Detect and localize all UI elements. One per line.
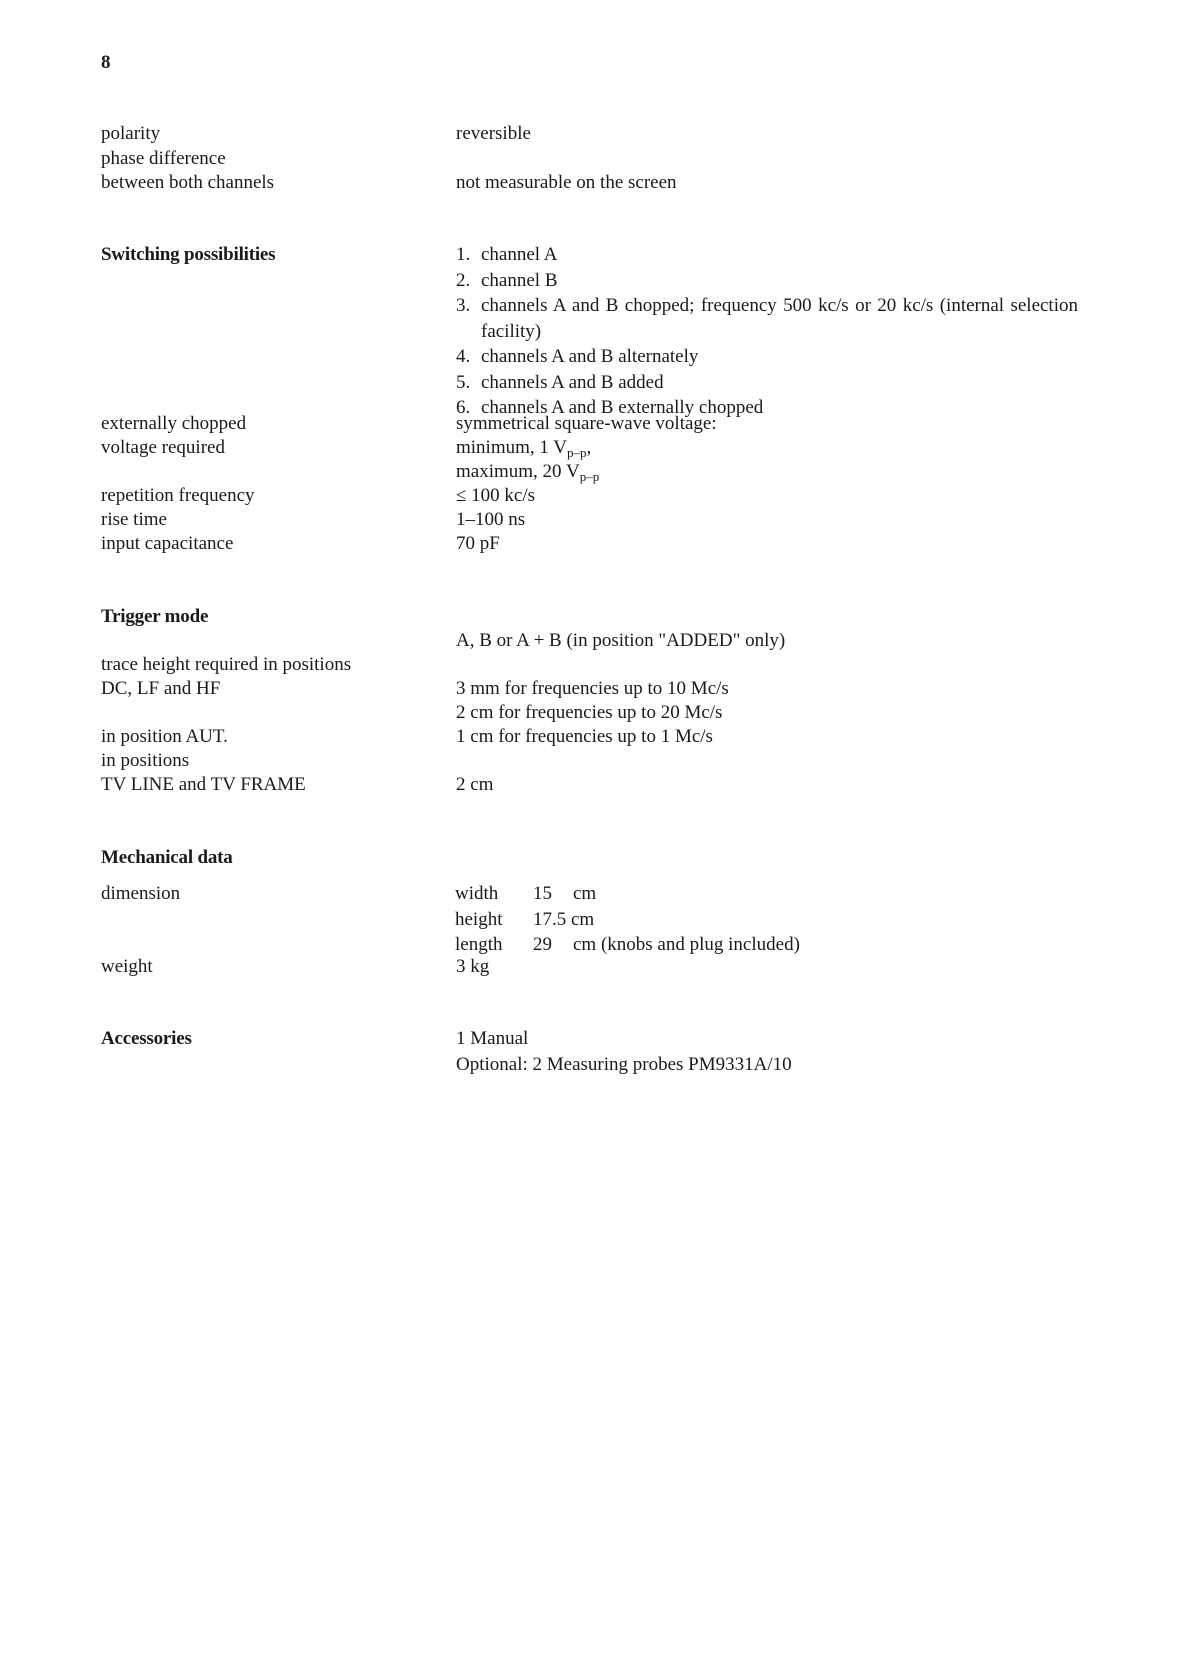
trace-value-2: 2 cm for frequencies up to 20 Mc/s xyxy=(456,702,723,723)
accessory-item: 1 Manual xyxy=(456,1028,529,1049)
switching-list xyxy=(456,242,1078,421)
tv-value: 2 cm xyxy=(456,774,494,795)
voltage-min: minimum, 1 $V_{p-p}$, xyxy=(456,437,592,460)
weight-value: 3 kg xyxy=(456,956,490,977)
tv-label-1: in positions xyxy=(101,750,190,771)
list-item: 3. channels A and B chopped; frequency 500 kc/s or 20 kc/s (internal selection facility) xyxy=(456,295,1078,342)
accessories-heading: Accessories xyxy=(101,1028,192,1049)
dim-unit: cm (knobs and plug included) xyxy=(573,934,800,955)
dc-label: DC, LF and HF xyxy=(101,678,221,699)
list-item: 6. channels A and B externally chopped xyxy=(456,397,764,418)
mechanical-heading: Mechanical data xyxy=(101,847,233,868)
list-item: 1. channel A xyxy=(456,244,558,265)
list-item: 2. channel B xyxy=(456,269,558,291)
dim-value: 17.5 cm xyxy=(533,908,595,930)
switching-heading: Switching possibilities xyxy=(101,244,276,265)
voltage-max: maximum, 20 $V_{p-p}$ xyxy=(456,461,600,484)
rise-value: 1–100 ns xyxy=(456,509,526,530)
aut-label: in position AUT. xyxy=(101,726,228,747)
voltage-label: voltage required xyxy=(101,437,225,458)
trace-value-1: 3 mm for frequencies up to 10 Mc/s xyxy=(456,678,729,699)
rep-label: repetition frequency xyxy=(101,485,255,506)
aut-value: 1 cm for frequencies up to 1 Mc/s xyxy=(456,726,713,747)
ext-chopped-value: symmetrical square-wave voltage: xyxy=(456,413,717,434)
weight-label: weight xyxy=(101,956,153,977)
list-item: 5. channels A and B added xyxy=(456,371,664,393)
page-number: 8 xyxy=(101,52,111,73)
polarity-value: reversible xyxy=(456,123,531,144)
rise-label: rise time xyxy=(101,509,167,530)
accessory-item: Optional: 2 Measuring probes PM9331A/10 xyxy=(456,1053,792,1075)
tv-label-2: TV LINE and TV FRAME xyxy=(101,774,306,795)
dim-name: length xyxy=(455,934,503,955)
phase-label: phase difference xyxy=(101,148,226,169)
dim-unit: cm xyxy=(573,883,597,904)
dim-name: height xyxy=(455,908,503,930)
rep-value: ≤ 100 kc/s xyxy=(456,485,536,506)
between-label: between both channels xyxy=(101,172,275,193)
polarity-label: polarity xyxy=(101,123,161,144)
trigger-heading: Trigger mode xyxy=(101,606,209,627)
phase-value: not measurable on the screen xyxy=(456,172,677,193)
list-item: 4. channels A and B alternately xyxy=(456,346,699,367)
trace-label: trace height required in positions xyxy=(101,654,352,675)
cap-value: 70 pF xyxy=(456,533,500,554)
dimension-label: dimension xyxy=(101,883,181,904)
dim-value: 29 xyxy=(533,934,552,955)
trigger-mode-value: A, B or A + B (in position "ADDED" only) xyxy=(456,630,786,651)
dim-name: width xyxy=(455,883,499,904)
ext-chopped-label: externally chopped xyxy=(101,413,247,434)
cap-label: input capacitance xyxy=(101,533,234,554)
dimension-table xyxy=(455,881,1085,958)
dim-value: 15 xyxy=(533,883,552,904)
